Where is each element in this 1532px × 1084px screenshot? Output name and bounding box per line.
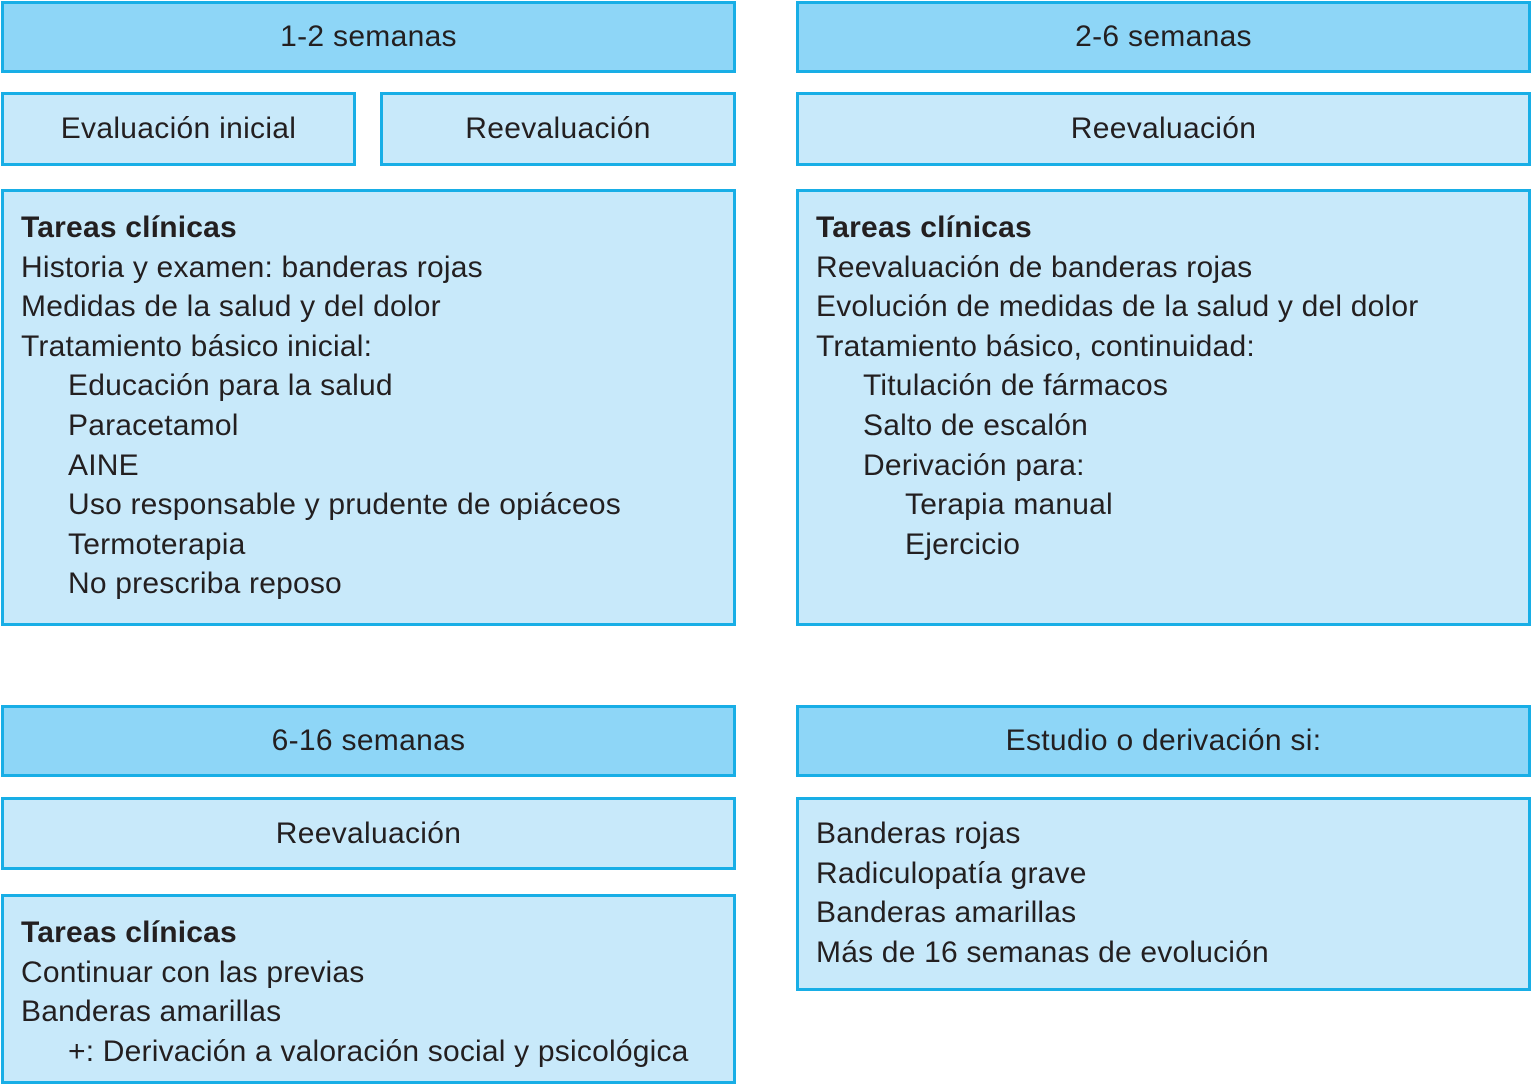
task-subitem: AINE (68, 448, 139, 482)
sub-box-label: Reevaluación (1070, 112, 1257, 145)
task-item: Reevaluación de banderas rojas (816, 250, 1253, 284)
task-subitem: Derivación para: (863, 448, 1085, 482)
task-item: Continuar con las previas (21, 955, 365, 989)
task-item: Evolución de medidas de la salud y del dolor (816, 290, 1419, 324)
task-subitem: Uso responsable y prudente de opiáceos (68, 488, 621, 522)
task-item: Tratamiento básico inicial: (21, 329, 373, 363)
task-subitem: No prescriba reposo (68, 567, 342, 601)
tasks-box-2-6-semanas (796, 189, 1531, 626)
task-subitem: Salto de escalón (863, 408, 1089, 442)
tasks-title: Tareas clínicas (21, 211, 237, 244)
task-item: Historia y examen: banderas rojas (21, 250, 483, 284)
task-subitem: +: Derivación a valoración social y psicológica (68, 1034, 689, 1068)
task-subitem: Titulación de fármacos (863, 369, 1169, 403)
header-label: Estudio o derivación si: (1005, 724, 1322, 757)
criteria-item: Radiculopatía grave (816, 856, 1087, 890)
task-subitem: Termoterapia (68, 527, 246, 561)
task-item: Medidas de la salud y del dolor (21, 290, 441, 324)
tasks-box-1-2-semanas (1, 189, 736, 626)
sub-box-label: Evaluación inicial (60, 112, 297, 145)
task-subitem: Paracetamol (68, 408, 239, 442)
header-label: 2-6 semanas (1075, 20, 1252, 53)
sub-box-reevaluacion-3 (1, 797, 736, 870)
header-1-2-semanas (1, 1, 736, 73)
sub-box-evaluacion-inicial (1, 92, 356, 166)
header-6-16-semanas (1, 705, 736, 777)
header-label: 6-16 semanas (271, 724, 466, 757)
criteria-item: Más de 16 semanas de evolución (816, 935, 1269, 969)
header-2-6-semanas (796, 1, 1531, 73)
tasks-box-6-16-semanas (1, 894, 736, 1084)
task-item: Tratamiento básico, continuidad: (816, 329, 1255, 363)
sub-box-reevaluacion-1 (380, 92, 736, 166)
criteria-item: Banderas amarillas (816, 896, 1077, 930)
task-subsubitem: Ejercicio (905, 527, 1021, 561)
tasks-title: Tareas clínicas (816, 211, 1032, 244)
header-estudio-o-derivacion (796, 705, 1531, 777)
sub-box-reevaluacion-2 (796, 92, 1531, 166)
task-item: Banderas amarillas (21, 995, 282, 1029)
derivation-criteria-box (796, 797, 1531, 991)
sub-box-label: Reevaluación (465, 112, 651, 145)
sub-box-label: Reevaluación (275, 816, 462, 850)
criteria-item: Banderas rojas (816, 817, 1021, 850)
header-label: 1-2 semanas (280, 20, 457, 53)
task-subsubitem: Terapia manual (905, 488, 1113, 522)
task-subitem: Educación para la salud (68, 369, 393, 403)
tasks-title: Tareas clínicas (21, 916, 237, 949)
